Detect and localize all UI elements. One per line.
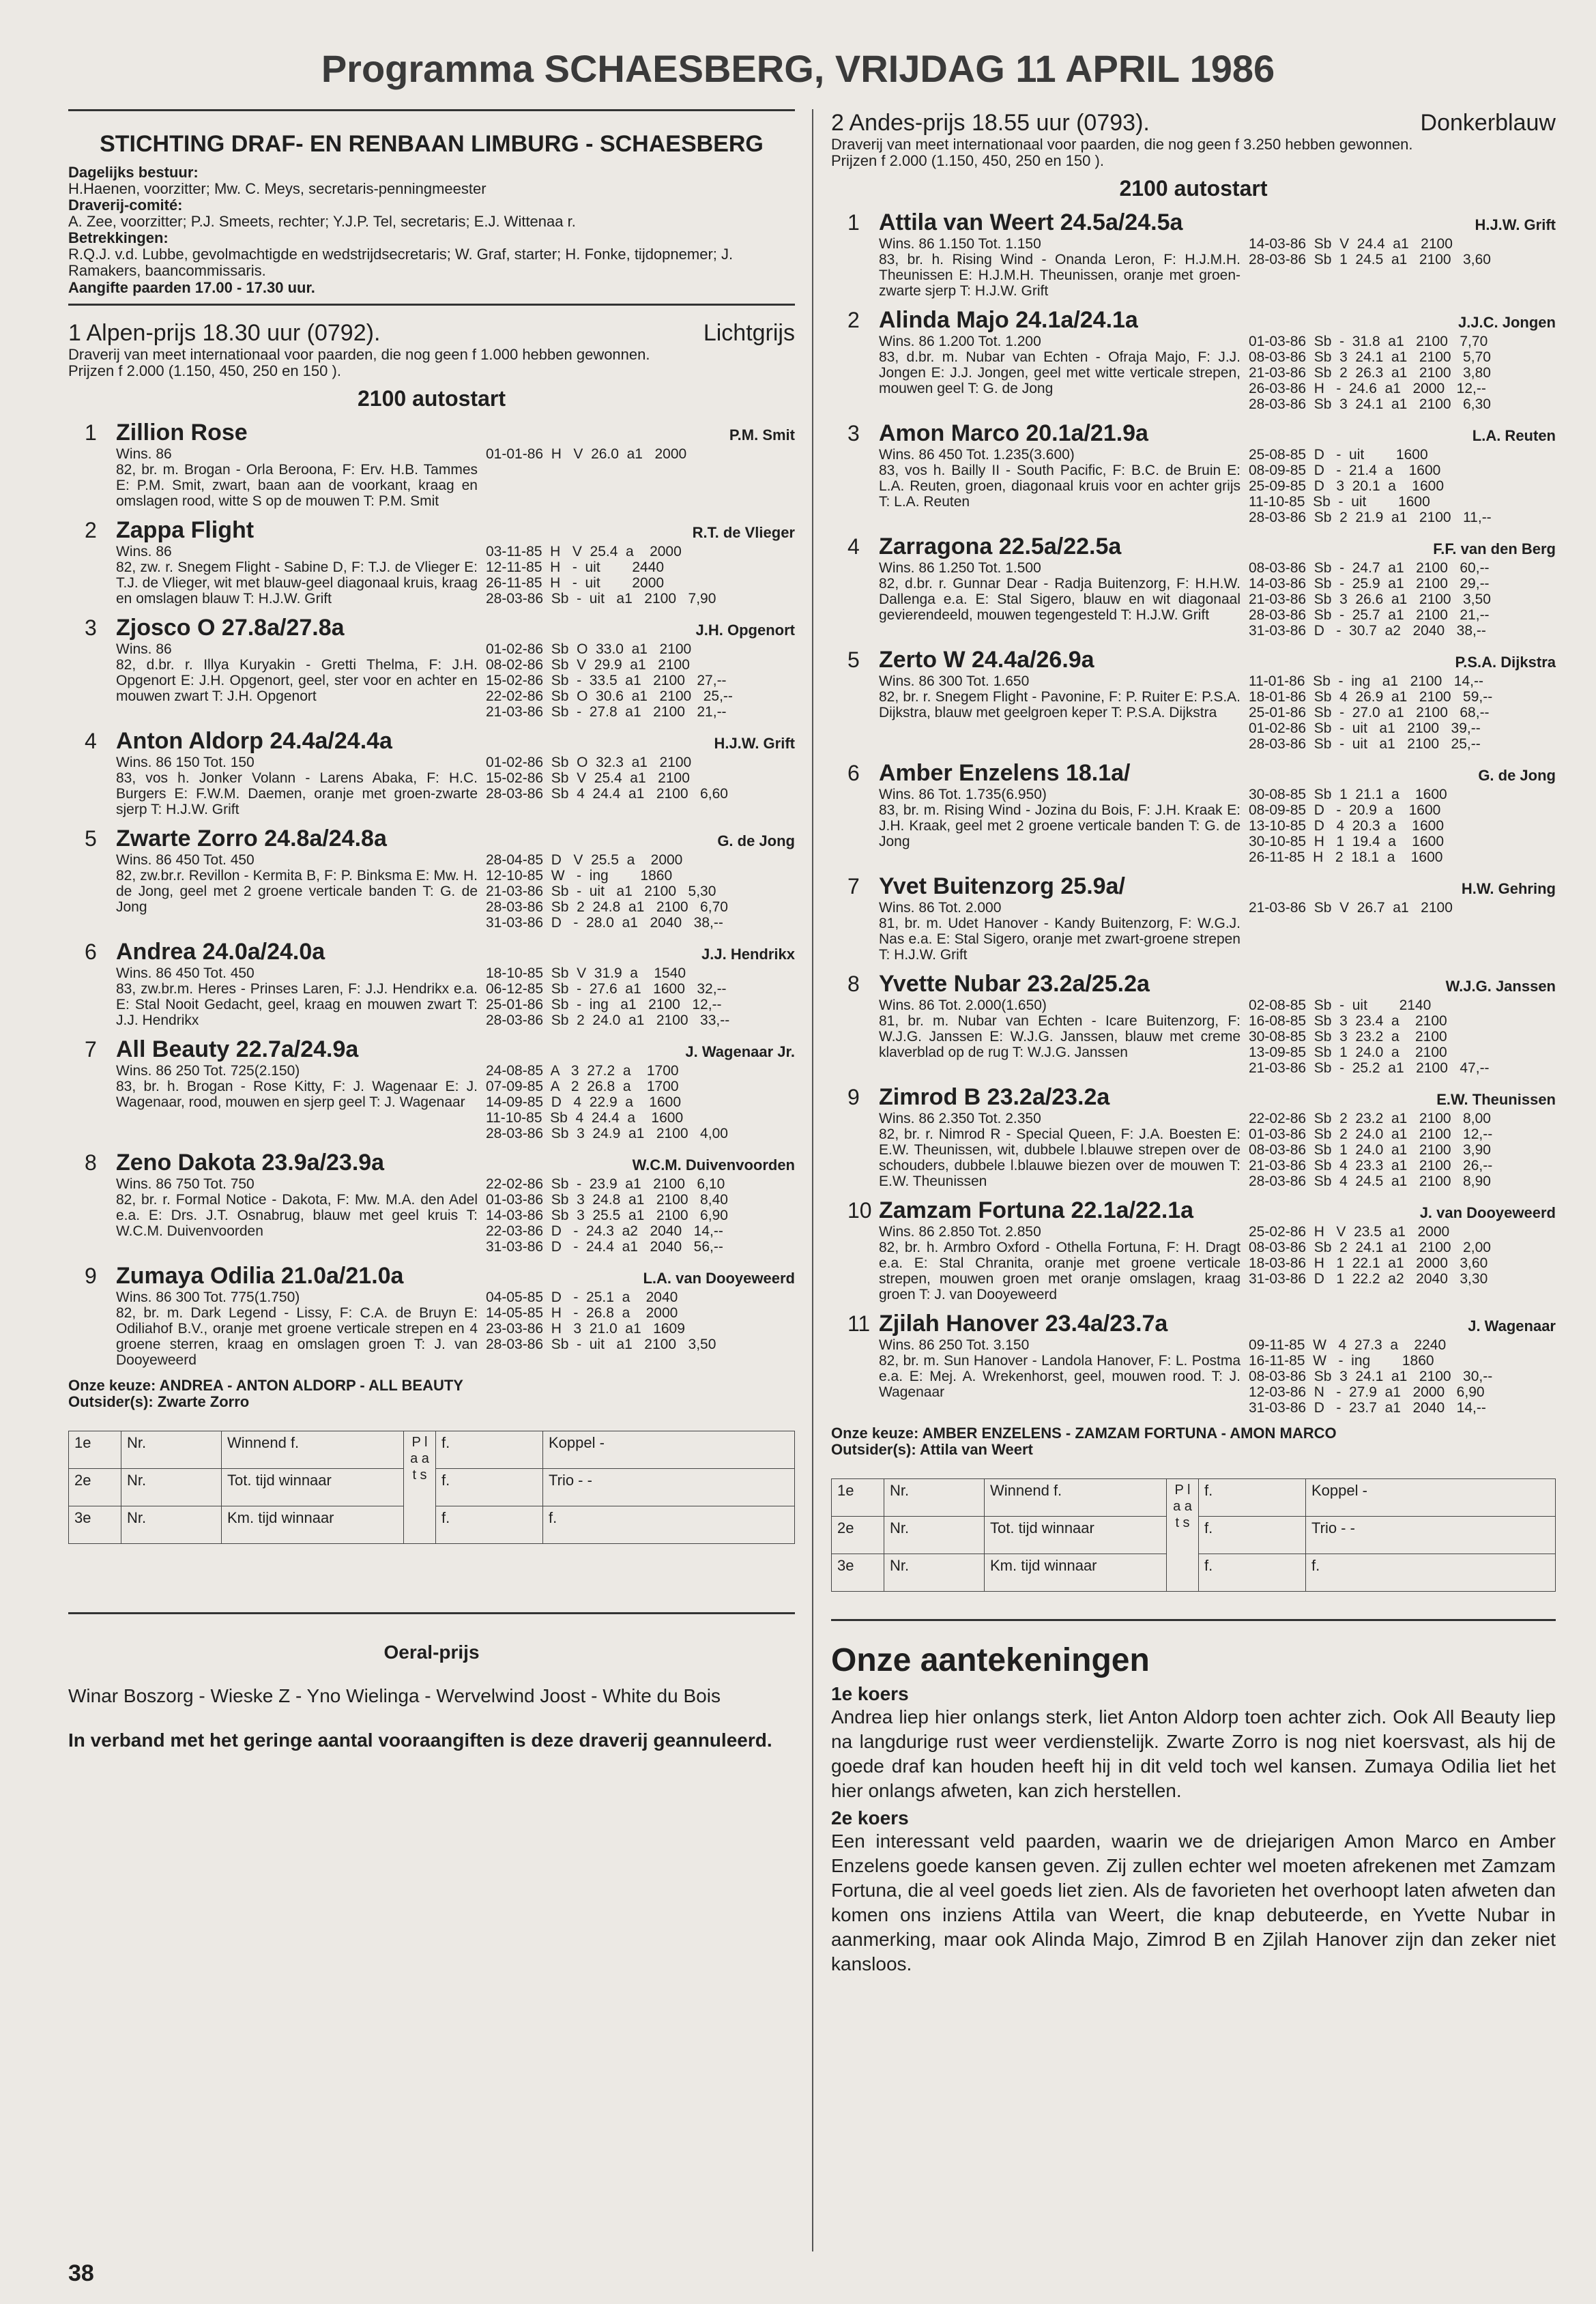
race2-outsider: Outsider(s): Attila van Weert: [831, 1441, 1033, 1458]
horse-trainer: J.J. Hendrikx: [701, 946, 795, 963]
horse-name: Zillion Rose: [116, 420, 248, 446]
horse-number: 9: [847, 1085, 860, 1109]
horse-body: [116, 544, 795, 607]
page-title: Programma SCHAESBERG, VRIJDAG 11 APRIL 1986: [321, 47, 1275, 90]
horse-header: [831, 1084, 1556, 1111]
horse-name: Zimrod B 23.2a/23.2a: [879, 1084, 1110, 1110]
horse-entry: [68, 517, 795, 607]
race2-keuze: Onze keuze: AMBER ENZELENS - ZAMZAM FORTUNA - AMON MARCO: [831, 1425, 1337, 1442]
column-divider: [812, 109, 813, 2251]
horse-body: [879, 560, 1556, 639]
horse-header: [831, 1197, 1556, 1224]
horse-records: 25-02-86 H V 23.5 a1 2000 08-03-86 Sb 2 24.1 a1 2100 2,00 18-03-86 H 1 22.1 a1 2000 3,60 31-03-86 D 1 22.2 a2 2040 3,30: [1249, 1224, 1491, 1287]
horse-entry: [68, 826, 795, 931]
place-cell: 2e: [832, 1517, 884, 1554]
horse-entry: [68, 1036, 795, 1141]
org-name: STICHTING DRAF- EN RENBAAN LIMBURG - SCHAESBERG: [100, 131, 764, 157]
f-cell: f.: [436, 1469, 543, 1506]
horse-entry: [68, 728, 795, 817]
horse-description: Wins. 86 82, br. m. Brogan - Orla Beroona, F: Erv. H.B. Tammes E: P.M. Smit, zwart, baan aan de voorkant, kraag en omslagen rood, witte S op de mouwen T: P.M. Smit: [116, 446, 478, 509]
bestuur-label: Dagelijks bestuur:: [68, 164, 199, 181]
horse-body: [116, 1289, 795, 1368]
horse-body: [879, 236, 1556, 299]
plaats-label: P l a a t s: [1167, 1479, 1199, 1592]
horse-records: 21-03-86 Sb V 26.7 a1 2100: [1249, 900, 1453, 916]
horse-entry: [68, 939, 795, 1028]
horse-name: Yvette Nubar 23.2a/25.2a: [879, 971, 1150, 997]
horse-number: 1: [85, 420, 97, 445]
horse-number: 10: [847, 1198, 872, 1223]
horse-trainer: G. de Jong: [717, 832, 795, 849]
horse-body: [116, 641, 795, 720]
horse-body: [879, 447, 1556, 525]
horse-name: Anton Aldorp 24.4a/24.4a: [116, 728, 392, 754]
horse-records: 22-02-86 Sb 2 23.2 a1 2100 8,00 01-03-86 Sb 2 24.0 a1 2100 12,-- 08-03-86 Sb 1 24.0 a1 2100 3,90 21-03-86 Sb 4 23.3 a1 2100 26,-- 28-03-86 Sb 4 24.5 a1 2100 8,90: [1249, 1111, 1493, 1189]
horse-header: [68, 826, 795, 852]
koppel-cell: Koppel -: [543, 1431, 795, 1469]
horse-header: [831, 1311, 1556, 1337]
horse-number: 3: [847, 421, 860, 446]
f-cell: f.: [1306, 1554, 1556, 1592]
horse-records: 01-02-86 Sb O 33.0 a1 2100 08-02-86 Sb V 29.9 a1 2100 15-02-86 Sb - 33.5 a1 2100 27,-- 22-02-86 Sb O 30.6 a1 2100 25,-- 21-03-86 Sb - 27.8 a1 2100 21,--: [486, 641, 733, 720]
section-rule: [831, 1619, 1556, 1621]
horse-records: 02-08-85 Sb - uit 2140 16-08-85 Sb 3 23.4 a 2100 30-08-85 Sb 3 23.2 a 2100 13-09-85 Sb 1 24.0 a 2100 21-03-86 Sb - 25.2 a1 2100 47,--: [1249, 997, 1490, 1076]
horse-records: 09-11-85 W 4 27.3 a 2240 16-11-85 W - ing 1860 08-03-86 Sb 3 24.1 a1 2100 30,-- 12-03-86 N - 27.9 a1 2000 6,90 31-03-86 D - 23.7 a1 2040 14,--: [1249, 1337, 1493, 1416]
horse-trainer: F.F. van den Berg: [1433, 540, 1556, 557]
horse-description: Wins. 86 250 Tot. 725(2.150) 83, br. h. Brogan - Rose Kitty, F: J. Wagenaar E: J. Wagenaar, rood, mouwen en sjerp geel T: J. Wagenaar: [116, 1063, 478, 1110]
horse-records: 01-01-86 H V 26.0 a1 2000: [486, 446, 687, 462]
nr-cell: Nr.: [884, 1517, 985, 1554]
horse-header: [831, 971, 1556, 997]
horse-description: Wins. 86 250 Tot. 3.150 82, br. m. Sun Hanover - Landola Hanover, F: L. Postma e.a. E: Mej. A. Wrekenhorst, geel, mouwen rood. T: J. Wagenaar: [879, 1337, 1240, 1400]
race2-header: [831, 109, 1556, 136]
horse-number: 4: [847, 534, 860, 559]
oeral-title: Oeral-prijs: [383, 1642, 480, 1663]
horse-number: 3: [85, 615, 97, 640]
horse-entry: [68, 420, 795, 509]
horse-records: 01-03-86 Sb - 31.8 a1 2100 7,70 08-03-86 Sb 3 24.1 a1 2100 5,70 21-03-86 Sb 2 26.3 a1 2100 3,80 26-03-86 H - 24.6 a1 2000 12,-- 28-03-86 Sb 3 24.1 a1 2100 6,30: [1249, 334, 1491, 412]
betrekkingen-text: R.Q.J. v.d. Lubbe, gevolmachtigde en wedstrijdsecretaris; W. Graf, starter; H. Fonke, tijdopnemer; J. Ramakers, baancommissaris.: [68, 246, 734, 279]
horse-name: Zumaya Odilia 21.0a/21.0a: [116, 1263, 404, 1289]
horse-header: [831, 647, 1556, 673]
horse-number: 5: [847, 647, 860, 672]
horse-trainer: L.A. Reuten: [1472, 427, 1556, 444]
horse-description: Wins. 86 300 Tot. 775(1.750) 82, br. m. Dark Legend - Lissy, F: C.A. de Bruyn E: Odiliahof B.V., oranje met groene verticale strepen en 4 groene sterren, kraag en omslagen groen T: J. van Dooyeweerd: [116, 1289, 478, 1368]
comite-text: A. Zee, voorzitter; P.J. Smeets, rechter; Y.J.P. Tel, secretaris; E.J. Wittenaa r.: [68, 213, 576, 230]
horse-body: [879, 1111, 1556, 1189]
aangifte-text: Aangifte paarden 17.00 - 17.30 uur.: [68, 279, 315, 296]
race1-keuze: Onze keuze: ANDREA - ANTON ALDORP - ALL BEAUTY: [68, 1377, 463, 1394]
place-cell: 2e: [69, 1469, 121, 1506]
horse-records: 14-03-86 Sb V 24.4 a1 2100 28-03-86 Sb 1 24.5 a1 2100 3,60: [1249, 236, 1491, 267]
horse-trainer: J.J.C. Jongen: [1457, 314, 1556, 331]
horse-body: [116, 965, 795, 1028]
horse-header: [68, 615, 795, 641]
winnend-cell: Winnend f.: [222, 1431, 404, 1469]
notes-k1-text: Andrea liep hier onlangs sterk, liet Anton Aldorp toen achter zich. Ook All Beauty liep na langdurige rust weer verdienstelijk. Zwarte Zorro is nog niet koersvast, als hij de goede draf kan houden heeft hij in dit veld toch wel kansen. Zumaya Odilia liet het hier onlangs afweten, kan zich herstellen.: [831, 1706, 1556, 1801]
nr-cell: Nr.: [121, 1431, 222, 1469]
horse-body: [879, 787, 1556, 865]
horse-number: 6: [847, 761, 860, 785]
horse-records: 24-08-85 A 3 27.2 a 1700 07-09-85 A 2 26.8 a 1700 14-09-85 D 4 22.9 a 1600 11-10-85 Sb 4 24.4 a 1600 28-03-86 Sb 3 24.9 a1 2100 4,00: [486, 1063, 728, 1141]
horse-name: Attila van Weert 24.5a/24.5a: [879, 209, 1183, 235]
horse-entry: [831, 1197, 1556, 1302]
horse-header: [831, 307, 1556, 334]
horse-trainer: W.J.G. Janssen: [1445, 978, 1556, 995]
race1-color: Lichtgrijs: [703, 320, 795, 346]
horse-trainer: H.W. Gehring: [1461, 880, 1556, 897]
horse-body: [879, 334, 1556, 412]
horse-name: Yvet Buitenzorg 25.9a/: [879, 873, 1125, 899]
horse-description: Wins. 86 450 Tot. 450 82, zw.br.r. Revillon - Kermita B, F: P. Binksma E: Mw. H. de Jong, geel met 2 groene verticale banden T: G. de Jong: [116, 852, 478, 915]
horse-header: [68, 420, 795, 446]
horse-records: 28-04-85 D V 25.5 a 2000 12-10-85 W - ing 1860 21-03-86 Sb - uit a1 2100 5,30 28-03-86 Sb 2 24.8 a1 2100 6,70 31-03-86 D - 28.0 a1 2040 38,--: [486, 852, 728, 931]
horse-records: 01-02-86 Sb O 32.3 a1 2100 15-02-86 Sb V 25.4 a1 2100 28-03-86 Sb 4 24.4 a1 2100 6,60: [486, 755, 728, 802]
horse-trainer: J. van Dooyeweerd: [1419, 1204, 1556, 1221]
horse-number: 8: [85, 1150, 97, 1175]
horse-header: [68, 517, 795, 544]
plaats-label: P l a a t s: [404, 1431, 436, 1544]
horse-body: [879, 673, 1556, 752]
horse-name: Zamzam Fortuna 22.1a/22.1a: [879, 1197, 1194, 1223]
horse-header: [831, 209, 1556, 236]
notes-title: Onze aantekeningen: [831, 1642, 1150, 1678]
section-rule: [68, 1612, 795, 1614]
race1-result-table: [68, 1431, 795, 1544]
horse-description: Wins. 86 750 Tot. 750 82, br. r. Formal Notice - Dakota, F: Mw. M.A. den Adel e.a. E: Drs. J.T. Osnabrug, blauw met geel kruis T: W.C.M. Duivenvoorden: [116, 1176, 478, 1239]
notes-k1-label: 1e koers: [831, 1683, 909, 1704]
horse-name: Zappa Flight: [116, 517, 255, 543]
horse-header: [831, 420, 1556, 447]
horse-entry: [831, 971, 1556, 1076]
horse-records: 30-08-85 Sb 1 21.1 a 1600 08-09-85 D - 20.9 a 1600 13-10-85 D 4 20.3 a 1600 30-10-85 H 1 19.4 a 1600 26-11-85 H 2 18.1 a 1600: [1249, 787, 1447, 865]
horse-description: Wins. 86 1.150 Tot. 1.150 83, br. h. Rising Wind - Onanda Leron, F: H.J.M.H. Theunissen E: H.J.M.H. Theunissen, oranje met groen-zwarte sjerp T: H.J.W. Grift: [879, 236, 1240, 299]
horse-header: [831, 873, 1556, 900]
horse-body: [116, 1176, 795, 1255]
tijd-cell: Tot. tijd winnaar: [985, 1517, 1167, 1554]
nr-cell: Nr.: [121, 1506, 222, 1544]
horse-entry: [831, 760, 1556, 865]
race1-horse-list: [68, 420, 795, 1368]
horse-number: 2: [85, 518, 97, 542]
horse-number: 7: [85, 1037, 97, 1062]
race1-desc: Draverij van meet internationaal voor paarden, die nog geen f 1.000 hebben gewonnen.: [68, 346, 650, 363]
race1-name: 1 Alpen-prijs 18.30 uur (0792).: [68, 320, 381, 346]
km-tijd-cell: Km. tijd winnaar: [222, 1506, 404, 1544]
horse-trainer: R.T. de Vlieger: [692, 524, 795, 541]
winnend-cell: Winnend f.: [985, 1479, 1167, 1517]
oeral-cancel: In verband met het geringe aantal vooraangiften is deze draverij geannuleerd.: [68, 1730, 772, 1751]
top-rule: [68, 109, 795, 111]
f-cell: f.: [543, 1506, 795, 1544]
horse-header: [68, 939, 795, 965]
horse-body: [879, 1337, 1556, 1416]
horse-entry: [831, 420, 1556, 525]
horse-description: Wins. 86 300 Tot. 1.650 82, br. r. Snegem Flight - Pavonine, F: P. Ruiter E: P.S.A. Dijkstra, blauw met geelgroen keper T: P.S.A. Dijkstra: [879, 673, 1240, 720]
horse-body: [879, 1224, 1556, 1302]
horse-number: 11: [847, 1311, 871, 1336]
horse-trainer: L.A. van Dooyeweerd: [643, 1270, 795, 1287]
horse-entry: [831, 307, 1556, 412]
horse-name: Amber Enzelens 18.1a/: [879, 760, 1131, 786]
horse-body: [879, 997, 1556, 1076]
trio-cell: Trio - -: [543, 1469, 795, 1506]
oeral-horses: Winar Boszorg - Wieske Z - Yno Wielinga - Wervelwind Joost - White du Bois: [68, 1685, 721, 1706]
nr-cell: Nr.: [121, 1469, 222, 1506]
horse-name: Zjilah Hanover 23.4a/23.7a: [879, 1311, 1168, 1337]
race2-result-table: [831, 1478, 1556, 1592]
horse-trainer: W.C.M. Duivenvoorden: [632, 1156, 795, 1173]
horse-description: Wins. 86 Tot. 2.000(1.650) 81, br. m. Nubar van Echten - Icare Buitenzorg, F: W.J.G. Janssen E: W.J.G. Janssen, blauw met creme klaverblad op de rug T: W.J.G. Janssen: [879, 997, 1240, 1060]
horse-trainer: J. Wagenaar: [1468, 1317, 1556, 1335]
nr-cell: Nr.: [884, 1479, 985, 1517]
km-tijd-cell: Km. tijd winnaar: [985, 1554, 1167, 1592]
place-cell: 3e: [832, 1554, 884, 1592]
horse-records: 04-05-85 D - 25.1 a 2040 14-05-85 H - 26.8 a 2000 23-03-86 H 3 21.0 a1 1609 28-03-86 Sb - uit a1 2100 3,50: [486, 1289, 716, 1352]
horse-trainer: P.S.A. Dijkstra: [1455, 654, 1556, 671]
race2-start: 2100 autostart: [1119, 176, 1268, 201]
horse-number: 2: [847, 308, 860, 332]
horse-body: [116, 446, 795, 509]
page-number: 38: [68, 2260, 94, 2286]
horse-trainer: G. de Jong: [1478, 767, 1556, 784]
horse-body: [879, 900, 1556, 963]
horse-trainer: E.W. Theunissen: [1436, 1091, 1556, 1108]
right-column: [831, 109, 1556, 2249]
horse-header: [831, 534, 1556, 560]
place-cell: 1e: [69, 1431, 121, 1469]
horse-entry: [831, 534, 1556, 639]
horse-name: Zarragona 22.5a/22.5a: [879, 534, 1122, 559]
horse-trainer: P.M. Smit: [729, 426, 795, 443]
race2-color: Donkerblauw: [1420, 110, 1556, 136]
horse-description: Wins. 86 Tot. 1.735(6.950) 83, br. m. Rising Wind - Jozina du Bois, F: J.H. Kraak E: J.H. Kraak, geel met 2 groene verticale banden T: G. de Jong: [879, 787, 1240, 849]
horse-entry: [68, 1150, 795, 1255]
horse-entry: [68, 615, 795, 720]
horse-entry: [831, 1084, 1556, 1189]
f-cell: f.: [1199, 1479, 1306, 1517]
horse-name: Zwarte Zorro 24.8a/24.8a: [116, 826, 387, 851]
section-rule: [68, 304, 795, 306]
horse-number: 7: [847, 874, 860, 899]
horse-entry: [831, 209, 1556, 299]
f-cell: f.: [1199, 1517, 1306, 1554]
horse-description: Wins. 86 82, d.br. r. Illya Kuryakin - Gretti Thelma, F: J.H. Opgenort E: J.H. Opgenort, geel, ster voor en achter en mouwen zwart T: J.H. Opgenort: [116, 641, 478, 704]
race2-name: 2 Andes-prijs 18.55 uur (0793).: [831, 110, 1150, 136]
tijd-cell: Tot. tijd winnaar: [222, 1469, 404, 1506]
race1-prizes: Prijzen f 2.000 (1.150, 450, 250 en 150 ).: [68, 362, 341, 379]
left-column: [68, 109, 795, 2249]
notes-k2-text: Een interessant veld paarden, waarin we de driejarigen Amon Marco en Amber Enzelens goede kansen geven. Zij zullen echter wel moeten afrekenen met Zamzam Fortuna, die al veel goeds liet zien. Als de favorieten het overhoopt laten afweten dan komen ons inziens Attila van Weert, die knap debuteerde, en Yvette Nubar in aanmerking, maar ook Alinda Majo, Zimrod B en Zjilah Hanover zijn dan zeker niet kansloos.: [831, 1831, 1556, 1974]
horse-name: Andrea 24.0a/24.0a: [116, 939, 325, 965]
betrekkingen-label: Betrekkingen:: [68, 229, 169, 246]
horse-description: Wins. 86 450 Tot. 450 83, zw.br.m. Heres - Prinses Laren, F: J.J. Hendrikx e.a. E: Stal Nooit Gedacht, geel, kraag en mouwen zwart T: J.J. Hendrikx: [116, 965, 478, 1028]
race1-start: 2100 autostart: [358, 386, 506, 411]
horse-description: Wins. 86 2.850 Tot. 2.850 82, br. h. Armbro Oxford - Othella Fortuna, F: H. Dragt e.a. E: Stal Chranita, oranje met groene verticale strepen, mouwen groen met oranje omslagen, kraag groen T: J. van Dooyeweerd: [879, 1224, 1240, 1302]
place-cell: 1e: [832, 1479, 884, 1517]
horse-name: Amon Marco 20.1a/21.9a: [879, 420, 1148, 446]
horse-trainer: J. Wagenaar Jr.: [685, 1043, 795, 1060]
horse-description: Wins. 86 Tot. 2.000 81, br. m. Udet Hanover - Kandy Buitenzorg, F: W.G.J. Nas e.a. E: Stal Sigero, oranje met zwart-groene strepen T: H.J.W. Grift: [879, 900, 1240, 963]
trio-cell: Trio - -: [1306, 1517, 1556, 1554]
horse-entry: [831, 873, 1556, 963]
horse-description: Wins. 86 82, zw. r. Snegem Flight - Sabine D, F: T.J. de Vlieger E: T.J. de Vlieger, wit met blauw-geel diagonaal kruis, kraag en omslagen blauw T: H.J.W. Grift: [116, 544, 478, 607]
horse-records: 11-01-86 Sb - ing a1 2100 14,-- 18-01-86 Sb 4 26.9 a1 2100 59,-- 25-01-86 Sb - 27.0 a1 2100 68,-- 01-02-86 Sb - uit a1 2100 39,-- 28-03-86 Sb - uit a1 2100 25,--: [1249, 673, 1493, 752]
horse-number: 8: [847, 972, 860, 996]
place-cell: 3e: [69, 1506, 121, 1544]
horse-header: [831, 760, 1556, 787]
horse-entry: [831, 647, 1556, 752]
horse-trainer: H.J.W. Grift: [1475, 216, 1556, 233]
horse-body: [116, 755, 795, 817]
koppel-cell: Koppel -: [1306, 1479, 1556, 1517]
f-cell: f.: [1199, 1554, 1306, 1592]
horse-records: 03-11-85 H V 25.4 a 2000 12-11-85 H - uit 2440 26-11-85 H - uit 2000 28-03-86 Sb - uit a1 2100 7,90: [486, 544, 716, 607]
horse-records: 08-03-86 Sb - 24.7 a1 2100 60,-- 14-03-86 Sb - 25.9 a1 2100 29,-- 21-03-86 Sb 3 26.6 a1 2100 3,50 28-03-86 Sb - 25.7 a1 2100 21,-- 31-03-86 D - 30.7 a2 2040 38,--: [1249, 560, 1491, 639]
horse-number: 1: [847, 210, 860, 235]
race1-header: [68, 319, 795, 347]
race2-horse-list: [831, 209, 1556, 1416]
horse-number: 9: [85, 1264, 97, 1288]
horse-header: [68, 728, 795, 755]
comite-label: Draverij-comité:: [68, 196, 183, 214]
horse-number: 6: [85, 939, 97, 964]
horse-records: 25-08-85 D - uit 1600 08-09-85 D - 21.4 a 1600 25-09-85 D 3 20.1 a 1600 11-10-85 Sb - uit 1600 28-03-86 Sb 2 21.9 a1 2100 11,--: [1249, 447, 1492, 525]
bestuur-text: H.Haenen, voorzitter; Mw. C. Meys, secretaris-penningmeester: [68, 180, 487, 197]
horse-name: Zeno Dakota 23.9a/23.9a: [116, 1150, 385, 1176]
horse-body: [116, 852, 795, 931]
horse-number: 5: [85, 826, 97, 851]
horse-description: Wins. 86 2.350 Tot. 2.350 82, br. r. Nimrod R - Special Queen, F: J.A. Boesten E: E.W. Theunissen, wit, dubbele l.blauwe strepen over de schouders, dubbele l.blauwe biezen over de mouwen T: E.W. Theunissen: [879, 1111, 1240, 1189]
horse-description: Wins. 86 1.200 Tot. 1.200 83, d.br. m. Nubar van Echten - Ofraja Majo, F: J.J. Jongen E: J.J. Jongen, geel met witte verticale strepen, mouwen geel T: G. de Jong: [879, 334, 1240, 396]
horse-name: Zjosco O 27.8a/27.8a: [116, 615, 345, 641]
horse-number: 4: [85, 729, 97, 753]
f-cell: f.: [436, 1506, 543, 1544]
horse-entry: [831, 1311, 1556, 1416]
horse-header: [68, 1263, 795, 1289]
horse-header: [68, 1036, 795, 1063]
horse-description: Wins. 86 1.250 Tot. 1.500 82, d.br. r. Gunnar Dear - Radja Buitenzorg, F: H.H.W. Dallenga e.a. E: Stal Sigero, blauw en wit diagonaal gevierendeeld, mouwen tegengesteld T: H.J.W. Grift: [879, 560, 1240, 623]
horse-trainer: J.H. Opgenort: [695, 622, 795, 639]
race2-prizes: Prijzen f 2.000 (1.150, 450, 250 en 150 ).: [831, 152, 1104, 169]
horse-description: Wins. 86 150 Tot. 150 83, vos h. Jonker Volann - Larens Abaka, F: H.C. Burgers E: F.W.M. Daemen, oranje met groen-zwarte sjerp T: H.J.W. Grift: [116, 755, 478, 817]
f-cell: f.: [436, 1431, 543, 1469]
nr-cell: Nr.: [884, 1554, 985, 1592]
horse-name: Alinda Majo 24.1a/24.1a: [879, 307, 1138, 333]
horse-name: Zerto W 24.4a/26.9a: [879, 647, 1094, 673]
horse-records: 18-10-85 Sb V 31.9 a 1540 06-12-85 Sb - 27.6 a1 1600 32,-- 25-01-86 Sb - ing a1 2100 12,-- 28-03-86 Sb 2 24.0 a1 2100 33,--: [486, 965, 730, 1028]
horse-records: 22-02-86 Sb - 23.9 a1 2100 6,10 01-03-86 Sb 3 24.8 a1 2100 8,40 14-03-86 Sb 3 25.5 a1 2100 6,90 22-03-86 D - 24.3 a2 2040 14,-- 31-03-86 D - 24.4 a1 2040 56,--: [486, 1176, 728, 1255]
horse-description: Wins. 86 450 Tot. 1.235(3.600) 83, vos h. Bailly II - South Pacific, F: B.C. de Bruin E: L.A. Reuten, groen, diagonaal kruis voor en achter grijs T: L.A. Reuten: [879, 447, 1240, 510]
horse-name: All Beauty 22.7a/24.9a: [116, 1036, 359, 1062]
race2-desc: Draverij van meet internationaal voor paarden, die nog geen f 3.250 hebben gewonnen.: [831, 136, 1413, 153]
notes-k2-label: 2e koers: [831, 1807, 909, 1828]
horse-trainer: H.J.W. Grift: [714, 735, 795, 752]
horse-entry: [68, 1263, 795, 1368]
horse-body: [116, 1063, 795, 1141]
horse-header: [68, 1150, 795, 1176]
race1-outsider: Outsider(s): Zwarte Zorro: [68, 1393, 250, 1410]
